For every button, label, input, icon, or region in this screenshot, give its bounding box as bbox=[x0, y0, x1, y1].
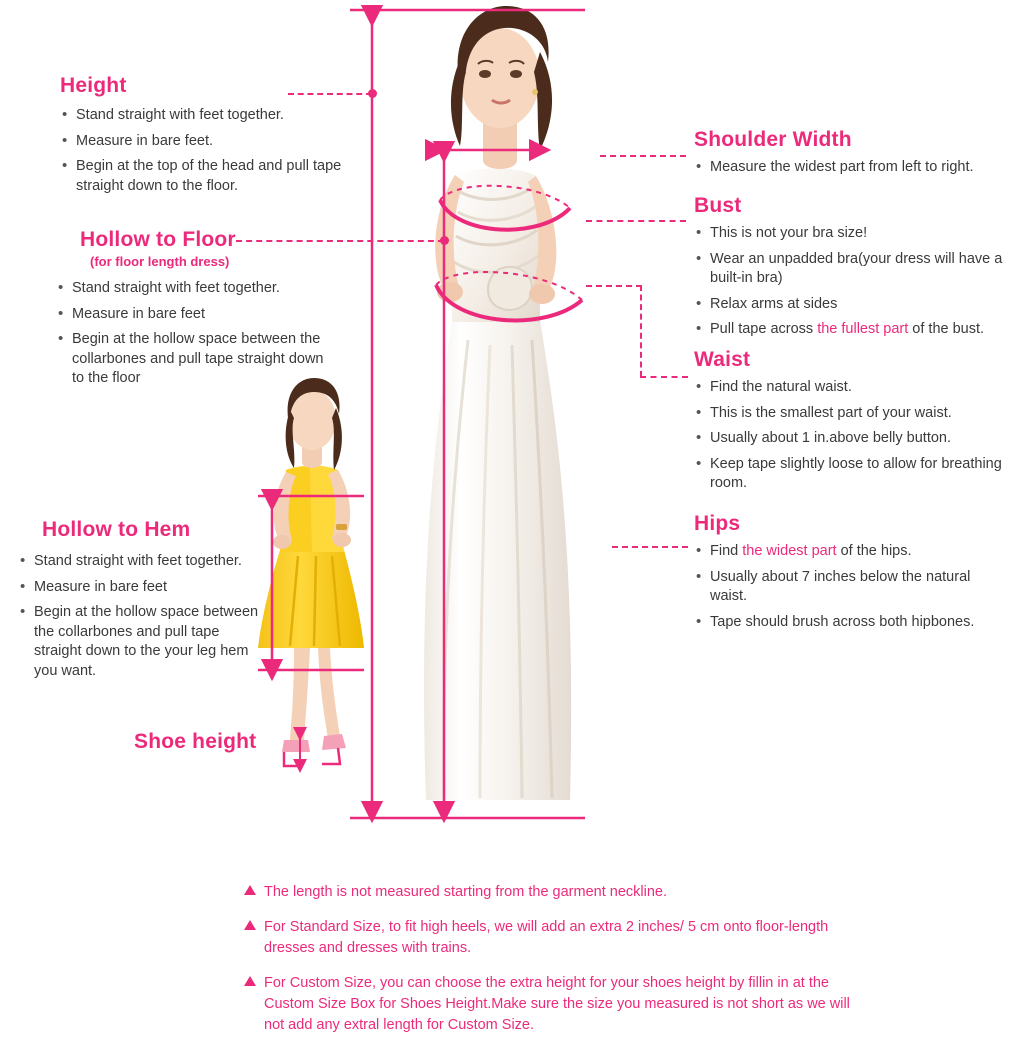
warning-triangle-icon bbox=[244, 885, 256, 895]
footer-notes bbox=[244, 882, 864, 1036]
section-shoe-height-heading: Shoe height bbox=[134, 730, 257, 753]
bust-highlight: the fullest part bbox=[817, 321, 909, 338]
list-item: • Measure in bare feet bbox=[56, 305, 338, 325]
section-hollow-to-hem-heading: Hollow to Hem bbox=[42, 518, 191, 541]
list-item: • Measure in bare feet. bbox=[60, 132, 360, 152]
section-hollow-to-floor-list bbox=[48, 279, 338, 389]
list-item: • Tape should brush across both hipbones. bbox=[694, 613, 1010, 633]
hips-highlight: the widest part bbox=[742, 543, 837, 559]
section-shoulder-width bbox=[694, 128, 1010, 184]
list-item-bust-fullest: • Pull tape across the fullest part of the bust. bbox=[694, 320, 1010, 340]
section-shoulder-width-heading: Shoulder Width bbox=[694, 128, 852, 151]
list-item: • Stand straight with feet together. bbox=[60, 106, 360, 126]
footer-note-text: For Custom Size, you can choose the extra height for your shoes height by fillin in at the Custom Size Box for Shoes Height.Make sure the size you measured is not short as we will not add any extral length for Custom Size. bbox=[264, 975, 850, 1034]
section-hollow-to-hem bbox=[12, 518, 260, 687]
list-item: • This is not your bra size! bbox=[694, 224, 1010, 244]
footer-note bbox=[244, 917, 864, 959]
waist-connector-top bbox=[586, 285, 642, 287]
list-item: • Begin at the hollow space between the collarbones and pull tape straight down to the floor bbox=[56, 330, 338, 389]
section-hips-heading: Hips bbox=[694, 512, 741, 535]
list-item: • Measure in bare feet bbox=[18, 578, 260, 598]
section-height bbox=[60, 74, 360, 202]
list-item-hips-widest: • Find the widest part of the hips. bbox=[694, 542, 1010, 562]
bust-connector bbox=[586, 220, 686, 222]
section-hollow-to-floor-subheading: (for floor length dress) bbox=[90, 254, 230, 269]
section-hollow-to-floor bbox=[48, 228, 338, 395]
list-item: • Usually about 7 inches below the natural waist. bbox=[694, 568, 1010, 607]
section-hollow-to-hem-list bbox=[12, 552, 260, 681]
list-item: • Begin at the hollow space between the collarbones and pull tape straight down to the your leg hem you want. bbox=[18, 603, 260, 681]
section-hips-list bbox=[694, 542, 1010, 632]
model-short-dress-figure bbox=[258, 378, 364, 766]
section-waist bbox=[694, 348, 1010, 500]
section-hollow-to-floor-heading: Hollow to Floor bbox=[80, 228, 236, 251]
footer-note-text: The length is not measured starting from the garment neckline. bbox=[264, 884, 667, 900]
list-item: • This is the smallest part of your waist. bbox=[694, 404, 1010, 424]
section-height-list bbox=[60, 106, 360, 196]
list-item: • Measure the widest part from left to right. bbox=[694, 158, 1010, 178]
footer-note-text: For Standard Size, to fit high heels, we will add an extra 2 inches/ 5 cm onto floor-length dresses and dresses with trains. bbox=[264, 919, 829, 957]
hollow-floor-connector-dot bbox=[440, 236, 449, 245]
list-item: • Stand straight with feet together. bbox=[18, 552, 260, 572]
list-item: • Usually about 1 in.above belly button. bbox=[694, 429, 1010, 449]
footer-note bbox=[244, 973, 864, 1036]
section-bust-heading: Bust bbox=[694, 194, 742, 217]
section-waist-list bbox=[694, 378, 1010, 494]
hips-connector bbox=[612, 546, 688, 548]
height-connector-dot bbox=[368, 89, 377, 98]
list-item: • Relax arms at sides bbox=[694, 295, 1010, 315]
list-item: • Find the natural waist. bbox=[694, 378, 1010, 398]
waist-connector bbox=[640, 376, 688, 378]
section-shoulder-width-list bbox=[694, 158, 1010, 178]
list-item: • Keep tape slightly loose to allow for breathing room. bbox=[694, 455, 1010, 494]
section-hips bbox=[694, 512, 1010, 638]
section-bust-list bbox=[694, 224, 1010, 340]
list-item: • Begin at the top of the head and pull tape straight down to the floor. bbox=[60, 157, 360, 196]
section-waist-heading: Waist bbox=[694, 348, 751, 371]
model-gown-figure bbox=[424, 6, 571, 800]
footer-note bbox=[244, 882, 864, 903]
list-item: • Stand straight with feet together. bbox=[56, 279, 338, 299]
section-bust bbox=[694, 194, 1010, 346]
section-height-heading: Height bbox=[60, 74, 127, 97]
warning-triangle-icon bbox=[244, 976, 256, 986]
list-item: • Wear an unpadded bra(your dress will have a built-in bra) bbox=[694, 250, 1010, 289]
shoulder-connector bbox=[600, 155, 686, 157]
waist-connector-vertical bbox=[640, 285, 642, 377]
warning-triangle-icon bbox=[244, 920, 256, 930]
